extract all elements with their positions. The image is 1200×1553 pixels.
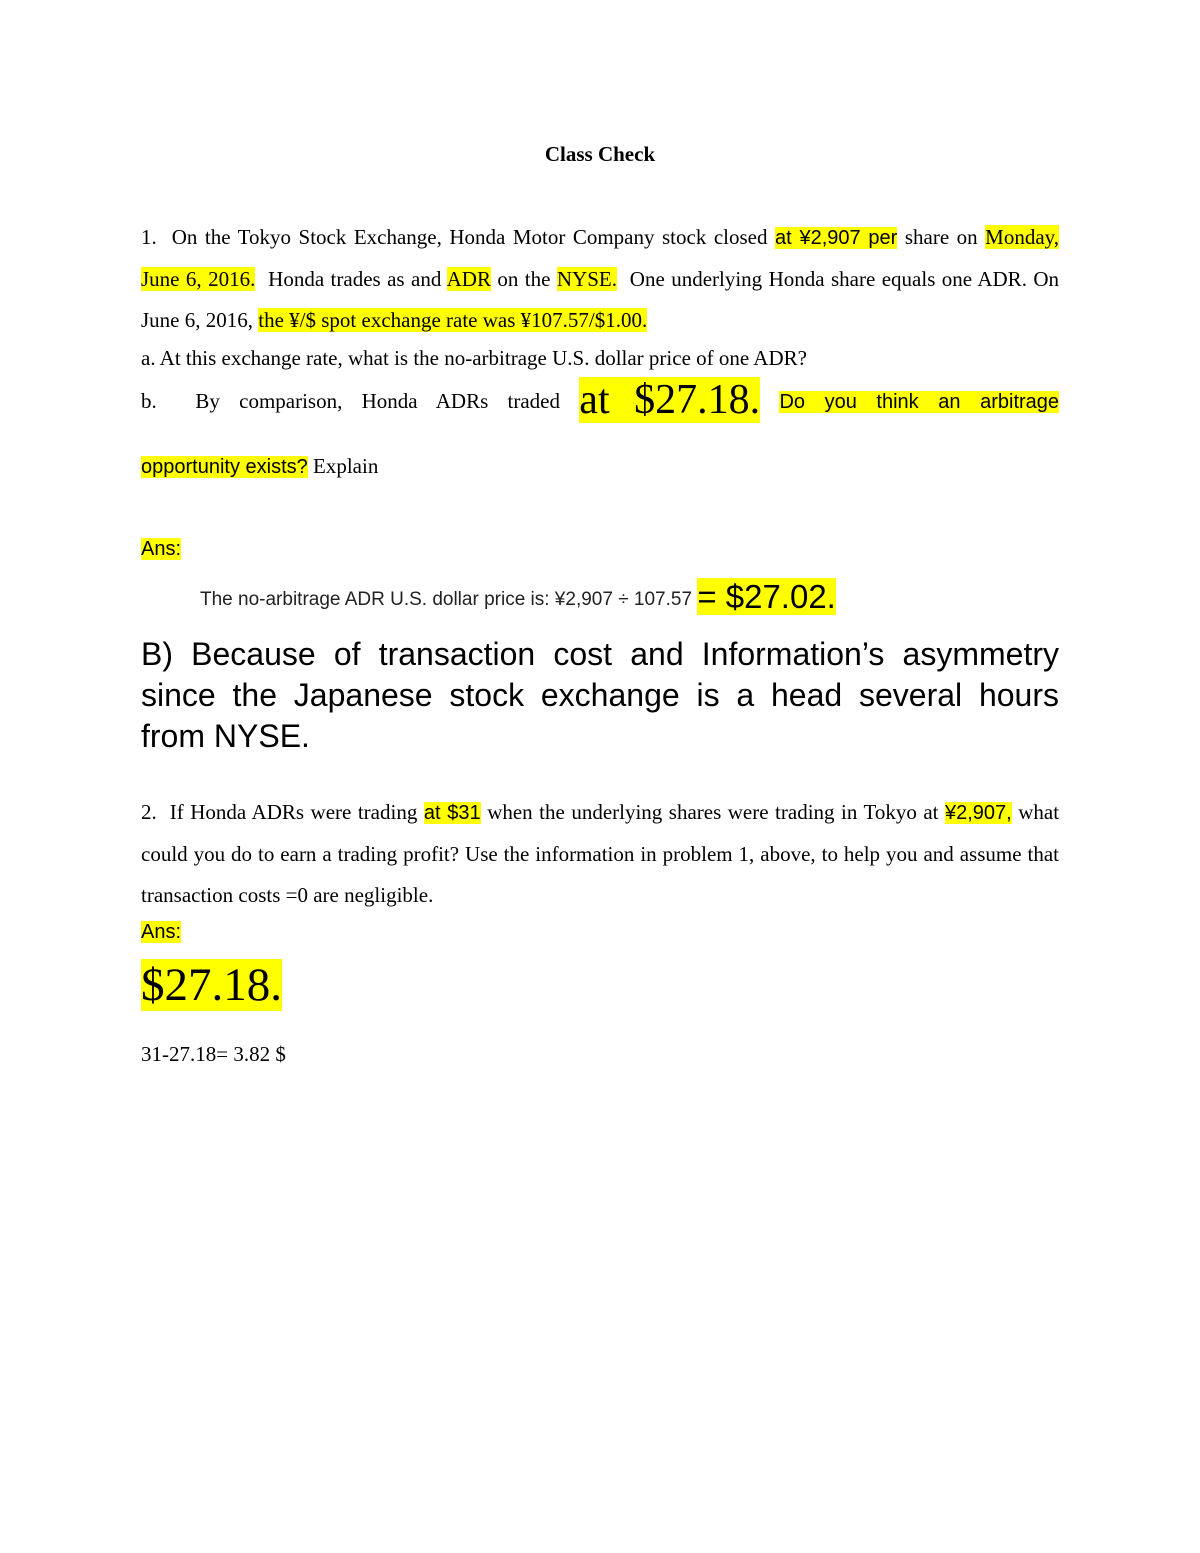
highlight-price: at ¥2,907 per	[774, 227, 898, 249]
question-2-number: 2.	[141, 800, 157, 824]
highlight-adr-price: at $27.18.	[579, 377, 761, 423]
highlight-yen-price: ¥2,907,	[945, 802, 1012, 824]
highlight-opportunity: opportunity exists?	[141, 456, 308, 478]
highlight-exchange-rate: the ¥/$ spot exchange rate was ¥107.57/$1.00.	[258, 308, 648, 332]
answer-1-result: = $27.02.	[697, 578, 836, 615]
answer-2-label-row	[141, 919, 181, 944]
answer-1b: B) Because of transaction cost and Information’s asymmetry since the Japanese stock exchange is a head several hours from NYSE.	[141, 636, 1059, 754]
answer-2-label: Ans:	[141, 921, 182, 943]
question-1-number: 1.	[141, 225, 157, 249]
question-2: 2. If Honda ADRs were trading at $31 when the underlying shares were trading in Tokyo at ¥2,907, what could you do to earn a trading profit? Use the information in problem 1, above, to help you and assume that transaction costs =0 are negligible.	[141, 800, 1060, 907]
highlight-date: Monday, June 6, 2016.	[141, 225, 1060, 291]
question-1b-cont: opportunity exists? Explain	[141, 454, 379, 478]
highlight-adr-31: at $31	[423, 802, 481, 824]
answer-2-value-row	[141, 955, 282, 1015]
question-1: 1. On the Tokyo Stock Exchange, Honda Motor Company stock closed at ¥2,907 per share on Monday, June 6, 2016. Honda trades as and ADR on the NYSE. One underlying Honda share equals one ADR. On June 6, 2016, the ¥/$ spot exchange rate was ¥107.57/$1.00.	[141, 225, 1060, 332]
question-1b: b. By comparison, Honda ADRs traded at $27.18. Do you think an arbitrage	[141, 377, 1060, 423]
highlight-nyse: NYSE.	[556, 267, 617, 291]
highlight-arbitrage-question: Do you think an arbitrage	[779, 391, 1060, 413]
document-title: Class Check	[544, 142, 656, 166]
answer-2-calculation: 31-27.18= 3.82 $	[141, 1042, 286, 1066]
answer-1-calculation: The no-arbitrage ADR U.S. dollar price is: ¥2,907 ÷ 107.57 = $27.02.	[200, 578, 836, 615]
highlight-adr: ADR	[446, 267, 491, 291]
answer-2-value: $27.18.	[141, 959, 282, 1011]
answer-1-label-row	[141, 536, 181, 561]
question-1b-label: b.	[141, 389, 157, 413]
answer-1-label: Ans:	[141, 538, 182, 560]
question-1a: a. At this exchange rate, what is the no-arbitrage U.S. dollar price of one ADR?	[141, 346, 807, 370]
